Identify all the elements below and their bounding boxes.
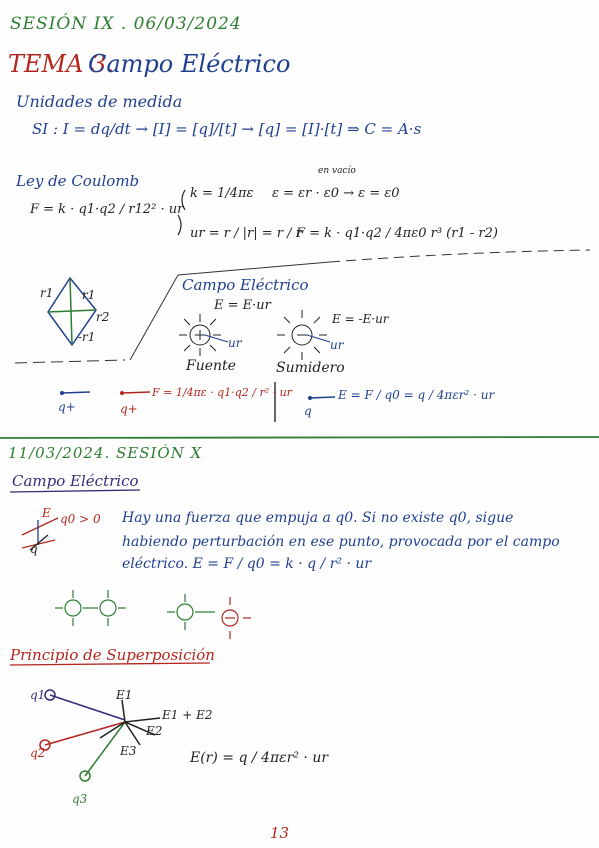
coulomb-force-row: F = 1/4πε · q1·q2 / r² · ur (152, 386, 292, 399)
coulomb-heading: Ley de Coulomb (16, 172, 140, 190)
units-heading: Unidades de medida (16, 92, 183, 111)
charge-q2: q+ (120, 402, 138, 416)
units-formula: SI : I = dq/dt → [I] = [q]/[t] → [q] = [I]·[t] ⇒ C = A·s (32, 120, 422, 138)
coulomb-force-vector: F = k · q1·q2 / 4πε0 r³ (r1 - r2) (296, 226, 498, 241)
vector-e1: E1 (116, 688, 133, 702)
session-header-1: SESIÓN IX . 06/03/2024 (10, 14, 242, 34)
session-header-2: 11/03/2024. SESIÓN X (8, 444, 203, 462)
red-field-sketch (222, 597, 251, 639)
vector-e3: E3 (120, 744, 137, 758)
explanation-line-3: eléctrico. E = F / q0 = k · q / r² · ur (122, 556, 372, 572)
charge-q1-label: q1 (30, 688, 46, 702)
charge-q-label: q (30, 542, 38, 556)
sink-definition: E = -E·ur (332, 312, 389, 326)
coulomb-ur: ur = r / |r| = r / r (190, 226, 302, 241)
superposition-heading: Principio de Superposición (10, 646, 215, 664)
coulomb-eps: ε = εr · ε0 → ε = ε0 (272, 186, 400, 201)
test-charge-label: q (304, 404, 312, 418)
explanation-line-2: habiendo perturbación en ese punto, provocada por el campo (122, 534, 560, 550)
coulomb-force: F = k · q1·q2 / r12² · ur (30, 202, 184, 217)
dashed-divider-1 (330, 250, 590, 262)
arrow-q2 (122, 392, 150, 393)
coulomb-vacuum-note: en vacío (318, 166, 356, 176)
superposition-diagram (40, 690, 163, 781)
box-top (178, 262, 330, 275)
sink-field-diagram (277, 310, 330, 360)
topic-title: Campo Eléctrico (88, 50, 291, 78)
topic-number: TEMA 3. (8, 50, 114, 78)
field-definition: E = E·ur (214, 298, 271, 313)
source-ur: ur (228, 336, 242, 350)
vector-sum: E1 + E2 (162, 708, 213, 722)
source-label: Fuente (186, 358, 236, 374)
green-field-sketch (55, 590, 215, 630)
page-number: 13 (270, 824, 290, 842)
sketch-label-r1a: r1 (40, 286, 54, 300)
box-divider (130, 275, 178, 360)
underline-campo (10, 490, 140, 492)
arrow-q (310, 397, 335, 398)
dashed-divider-2 (15, 360, 125, 363)
sketch-label-r2: r2 (96, 310, 110, 324)
charge-q1: q+ (58, 400, 76, 414)
field-box-heading: Campo Eléctrico (182, 276, 309, 294)
arrow-q1 (62, 392, 90, 393)
vector-e2: E2 (146, 724, 163, 738)
charge-q3-label: q3 (72, 792, 88, 806)
test-charge-sketch (22, 518, 58, 550)
test-charge-condition: q0 > 0 (60, 512, 101, 526)
sink-label: Sumidero (276, 360, 345, 376)
field-from-force: E = F / q0 = q / 4πεr² · ur (338, 388, 495, 402)
sketch-label-r3: -r1 (78, 330, 96, 344)
session2-heading: Campo Eléctrico (12, 472, 139, 490)
sink-ur: ur (330, 338, 344, 352)
charge-q2-label: q2 (30, 746, 46, 760)
session-divider (0, 437, 599, 438)
sketch-label-r1b: r1 (82, 288, 96, 302)
source-field-diagram (179, 314, 228, 356)
coulomb-k: k = 1/4πε (190, 186, 254, 201)
field-e-label: E (42, 506, 51, 520)
brace-bottom (178, 215, 181, 235)
explanation-line-1: Hay una fuerza que empuja a q0. Si no existe q0, sigue (122, 510, 514, 526)
superposition-field: E(r) = q / 4πεr² · ur (190, 750, 329, 766)
